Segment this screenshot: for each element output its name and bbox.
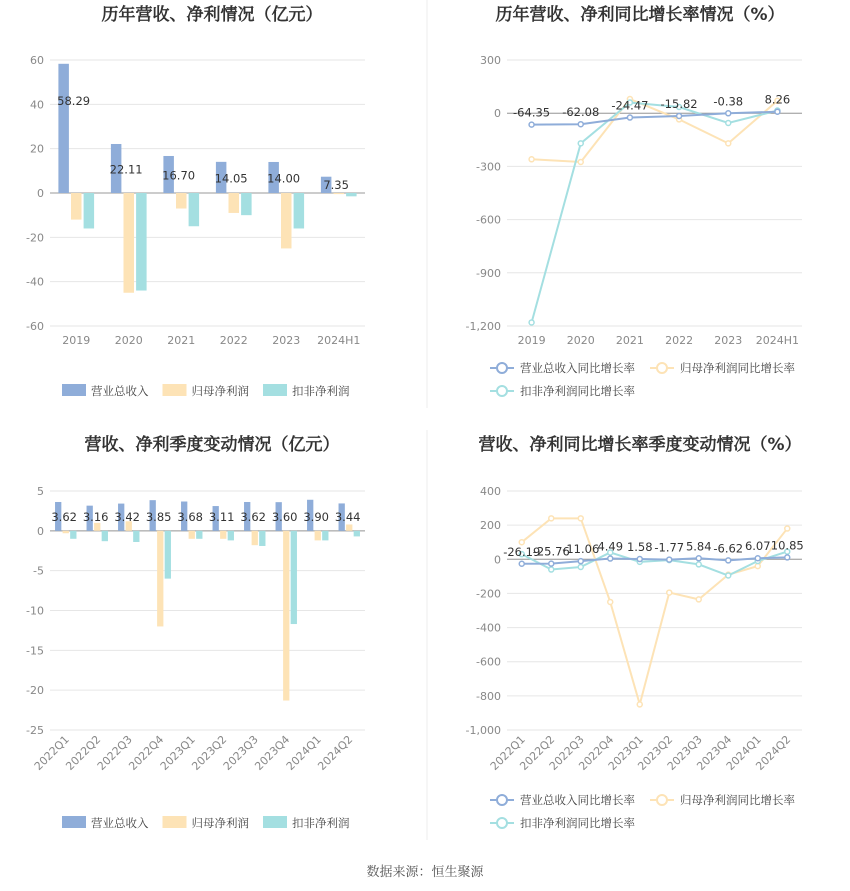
line-data-label: 8.26 — [764, 92, 791, 107]
series-point — [726, 573, 731, 578]
y-tick-label: 5 — [37, 485, 44, 498]
x-tick-label: 2019 — [517, 334, 546, 347]
x-tick-label: 2023Q4 — [694, 732, 735, 773]
bar-deducted-profit — [322, 531, 328, 541]
x-tick-label: 2022 — [219, 334, 248, 347]
y-tick-label: -400 — [476, 621, 501, 635]
x-tick-label: 2024Q1 — [723, 732, 764, 773]
x-tick-label: 2022Q2 — [517, 732, 558, 773]
x-tick-label: 2023 — [714, 334, 743, 347]
series-point — [529, 122, 534, 127]
legend-label: 扣非净利润同比增长率 — [520, 816, 635, 830]
legend-label: 营业总收入同比增长率 — [520, 793, 635, 807]
y-tick-label: 300 — [480, 54, 501, 67]
y-tick-label: -1,000 — [465, 724, 501, 737]
series-point — [637, 702, 642, 707]
series-point — [726, 120, 731, 125]
series-point — [529, 320, 534, 325]
bar-net-profit — [283, 531, 289, 701]
legend-swatch — [62, 384, 86, 396]
x-tick-label: 2024Q2 — [753, 732, 794, 773]
series-line-deducted-profit-growth — [532, 103, 778, 323]
legend-swatch — [263, 384, 287, 396]
y-tick-label: 200 — [480, 519, 501, 533]
legend-label: 归母净利润 — [191, 816, 249, 830]
legend-swatch — [163, 816, 187, 828]
line-data-label: 6.07 — [744, 539, 771, 554]
bar-data-label: 58.29 — [57, 94, 91, 108]
line-data-label: -11.06 — [562, 542, 600, 557]
bar-deducted-profit — [70, 531, 76, 539]
y-tick-label: -800 — [476, 689, 501, 703]
series-point — [667, 590, 672, 595]
x-tick-label: 2024Q1 — [283, 732, 324, 773]
bar-net-profit — [334, 193, 345, 194]
bar-data-label: 3.11 — [208, 509, 235, 524]
series-point — [755, 564, 760, 569]
bar-deducted-profit — [294, 193, 305, 228]
x-tick-label: 2021 — [167, 334, 196, 347]
series-point — [578, 559, 583, 564]
y-tick-label: 0 — [494, 553, 501, 567]
y-tick-label: 400 — [480, 485, 501, 498]
bar-data-label: 3.60 — [271, 509, 298, 524]
bar-net-profit — [94, 523, 100, 531]
x-tick-label: 2022Q3 — [546, 732, 587, 773]
series-point — [637, 557, 642, 562]
line-data-label: 10.85 — [770, 538, 804, 553]
series-point — [519, 561, 524, 566]
x-tick-label: 2021 — [615, 334, 644, 347]
series-point — [529, 157, 534, 162]
line-data-label: 5.84 — [685, 539, 712, 554]
y-tick-label: 60 — [30, 54, 44, 67]
bar-data-label: 3.16 — [82, 509, 109, 524]
bar-data-label: 3.44 — [334, 509, 361, 524]
bar-data-label: 14.05 — [214, 171, 248, 186]
x-tick-label: 2023Q4 — [252, 732, 293, 773]
quarterly-revenue-profit-chart — [26, 434, 365, 830]
bar-deducted-profit — [354, 531, 360, 537]
bar-deducted-profit — [196, 531, 202, 539]
y-tick-label: 0 — [37, 524, 44, 538]
legend-label: 扣非净利润 — [292, 816, 350, 830]
x-tick-label: 2022 — [665, 334, 694, 347]
series-point — [627, 115, 632, 120]
bar-data-label: 14.00 — [267, 171, 301, 186]
legend-swatch — [62, 816, 86, 828]
bar-data-label: 3.62 — [240, 509, 266, 524]
legend-swatch — [263, 816, 287, 828]
line-data-label: -62.08 — [562, 105, 600, 120]
bar-net-profit — [229, 193, 240, 213]
bar-net-profit — [189, 531, 195, 539]
series-point — [755, 556, 760, 561]
y-tick-label: -25 — [26, 724, 44, 737]
bar-data-label: 22.11 — [109, 162, 143, 177]
legend-label: 营业总收入同比增长率 — [520, 361, 635, 375]
x-tick-label: 2022Q1 — [487, 732, 528, 773]
legend-marker — [657, 795, 667, 805]
series-point — [608, 556, 613, 561]
chart-title: 历年营收、净利同比增长率情况（%） — [495, 5, 785, 25]
legend-marker — [497, 818, 507, 828]
chart-title: 营收、净利同比增长率季度变动情况（%） — [478, 435, 802, 455]
line-data-label: 4.49 — [597, 539, 624, 554]
line-data-label: -24.47 — [611, 98, 649, 113]
series-point — [726, 558, 731, 563]
legend-marker — [497, 386, 507, 396]
x-tick-label: 2023Q3 — [664, 732, 705, 773]
series-point — [578, 141, 583, 146]
bar-deducted-profit — [259, 531, 265, 546]
bar-net-profit — [346, 524, 352, 530]
y-tick-label: -1,200 — [465, 320, 501, 333]
x-tick-label: 2023Q1 — [605, 732, 646, 773]
bar-deducted-profit — [346, 193, 357, 196]
y-tick-label: 0 — [494, 107, 501, 121]
bar-data-label: 16.70 — [162, 168, 196, 183]
y-tick-label: -60 — [26, 320, 44, 333]
line-data-label: -26.19 — [503, 544, 541, 559]
bar-deducted-profit — [241, 193, 252, 215]
bar-net-profit — [124, 193, 135, 293]
line-data-label: 1.58 — [626, 540, 653, 555]
x-tick-label: 2022Q1 — [31, 732, 72, 773]
series-point — [696, 597, 701, 602]
annual-revenue-profit-chart — [26, 4, 365, 398]
legend-label: 扣非净利润同比增长率 — [520, 384, 635, 398]
series-point — [696, 562, 701, 567]
legend-marker — [497, 363, 507, 373]
series-point — [549, 561, 554, 566]
y-tick-label: -20 — [26, 684, 44, 698]
y-tick-label: -15 — [26, 644, 44, 658]
bar-deducted-profit — [228, 531, 234, 541]
x-tick-label: 2024H1 — [317, 334, 361, 347]
x-tick-label: 2023 — [272, 334, 301, 347]
series-point — [785, 555, 790, 560]
y-tick-label: -20 — [26, 231, 44, 245]
x-tick-label: 2020 — [114, 334, 143, 347]
bar-net-profit — [63, 531, 69, 533]
bar-data-label: 3.68 — [177, 509, 203, 524]
series-point — [578, 516, 583, 521]
data-source-note: 数据来源：恒生聚源 — [366, 865, 484, 880]
bar-deducted-profit — [165, 531, 171, 579]
chart-title: 营收、净利季度变动情况（亿元） — [84, 435, 340, 455]
bar-data-label: 3.85 — [145, 509, 172, 524]
y-tick-label: 40 — [30, 98, 44, 112]
bar-data-label: 3.90 — [303, 509, 329, 524]
bar-deducted-profit — [102, 531, 108, 541]
series-point — [549, 516, 554, 521]
series-point — [696, 556, 701, 561]
x-tick-label: 2020 — [566, 334, 595, 347]
bar-data-label: 7.35 — [323, 178, 349, 192]
bar-net-profit — [315, 531, 321, 541]
x-tick-label: 2022Q4 — [126, 732, 167, 773]
bar-deducted-profit — [136, 193, 147, 291]
y-tick-label: 20 — [30, 142, 44, 156]
bar-net-profit — [71, 193, 82, 220]
y-tick-label: -600 — [476, 655, 501, 669]
series-point — [578, 159, 583, 164]
line-data-label: -25.76 — [532, 544, 570, 559]
series-point — [785, 526, 790, 531]
bar-net-profit — [220, 531, 226, 539]
y-tick-label: -40 — [26, 275, 44, 289]
chart-title: 历年营收、净利情况（亿元） — [101, 5, 323, 25]
legend-label: 归母净利润同比增长率 — [680, 361, 795, 375]
y-tick-label: -5 — [33, 564, 44, 578]
bar-deducted-profit — [133, 531, 139, 542]
x-tick-label: 2024Q2 — [315, 732, 356, 773]
legend-marker — [497, 795, 507, 805]
legend-label: 营业总收入 — [91, 816, 149, 830]
annual-growth-rate-chart — [466, 4, 802, 398]
legend-label: 扣非净利润 — [292, 384, 350, 398]
x-tick-label: 2023Q2 — [635, 732, 676, 773]
series-point — [726, 111, 731, 116]
bar-revenue — [58, 64, 69, 193]
line-data-label: -0.38 — [713, 94, 744, 109]
line-data-label: -1.77 — [654, 540, 685, 555]
bar-net-profit — [281, 193, 292, 248]
bar-net-profit — [176, 193, 187, 209]
series-point — [775, 109, 780, 114]
bar-data-label: 3.42 — [114, 509, 140, 524]
x-tick-label: 2019 — [62, 334, 91, 347]
y-tick-label: -300 — [476, 160, 501, 174]
bar-net-profit — [157, 531, 163, 627]
series-point — [578, 122, 583, 127]
x-tick-label: 2022Q3 — [94, 732, 135, 773]
series-point — [549, 567, 554, 572]
legend-label: 营业总收入 — [91, 384, 149, 398]
bar-deducted-profit — [84, 193, 95, 228]
line-data-label: -64.35 — [513, 105, 551, 120]
series-point — [578, 564, 583, 569]
x-tick-label: 2023Q2 — [189, 732, 230, 773]
bar-deducted-profit — [291, 531, 297, 624]
x-tick-label: 2024H1 — [755, 334, 800, 347]
quarterly-growth-rate-chart — [466, 434, 804, 830]
x-tick-label: 2022Q4 — [576, 732, 617, 773]
y-tick-label: 0 — [37, 187, 44, 200]
x-tick-label: 2023Q1 — [157, 732, 198, 773]
bar-data-label: 3.62 — [51, 509, 77, 524]
y-tick-label: -900 — [476, 266, 501, 280]
series-point — [608, 599, 613, 604]
y-tick-label: -600 — [476, 213, 501, 227]
x-tick-label: 2022Q2 — [63, 732, 104, 773]
legend-label: 归母净利润 — [191, 384, 249, 398]
y-tick-label: -10 — [26, 604, 44, 618]
y-tick-label: -200 — [476, 587, 501, 601]
series-point — [677, 114, 682, 119]
line-data-label: -15.82 — [660, 97, 698, 112]
bar-deducted-profit — [189, 193, 200, 226]
legend-marker — [657, 363, 667, 373]
x-tick-label: 2023Q3 — [220, 732, 261, 773]
legend-swatch — [163, 384, 187, 396]
line-data-label: -6.62 — [713, 541, 744, 556]
series-point — [667, 557, 672, 562]
series-point — [726, 141, 731, 146]
legend-label: 归母净利润同比增长率 — [680, 793, 795, 807]
bar-net-profit — [252, 531, 258, 545]
